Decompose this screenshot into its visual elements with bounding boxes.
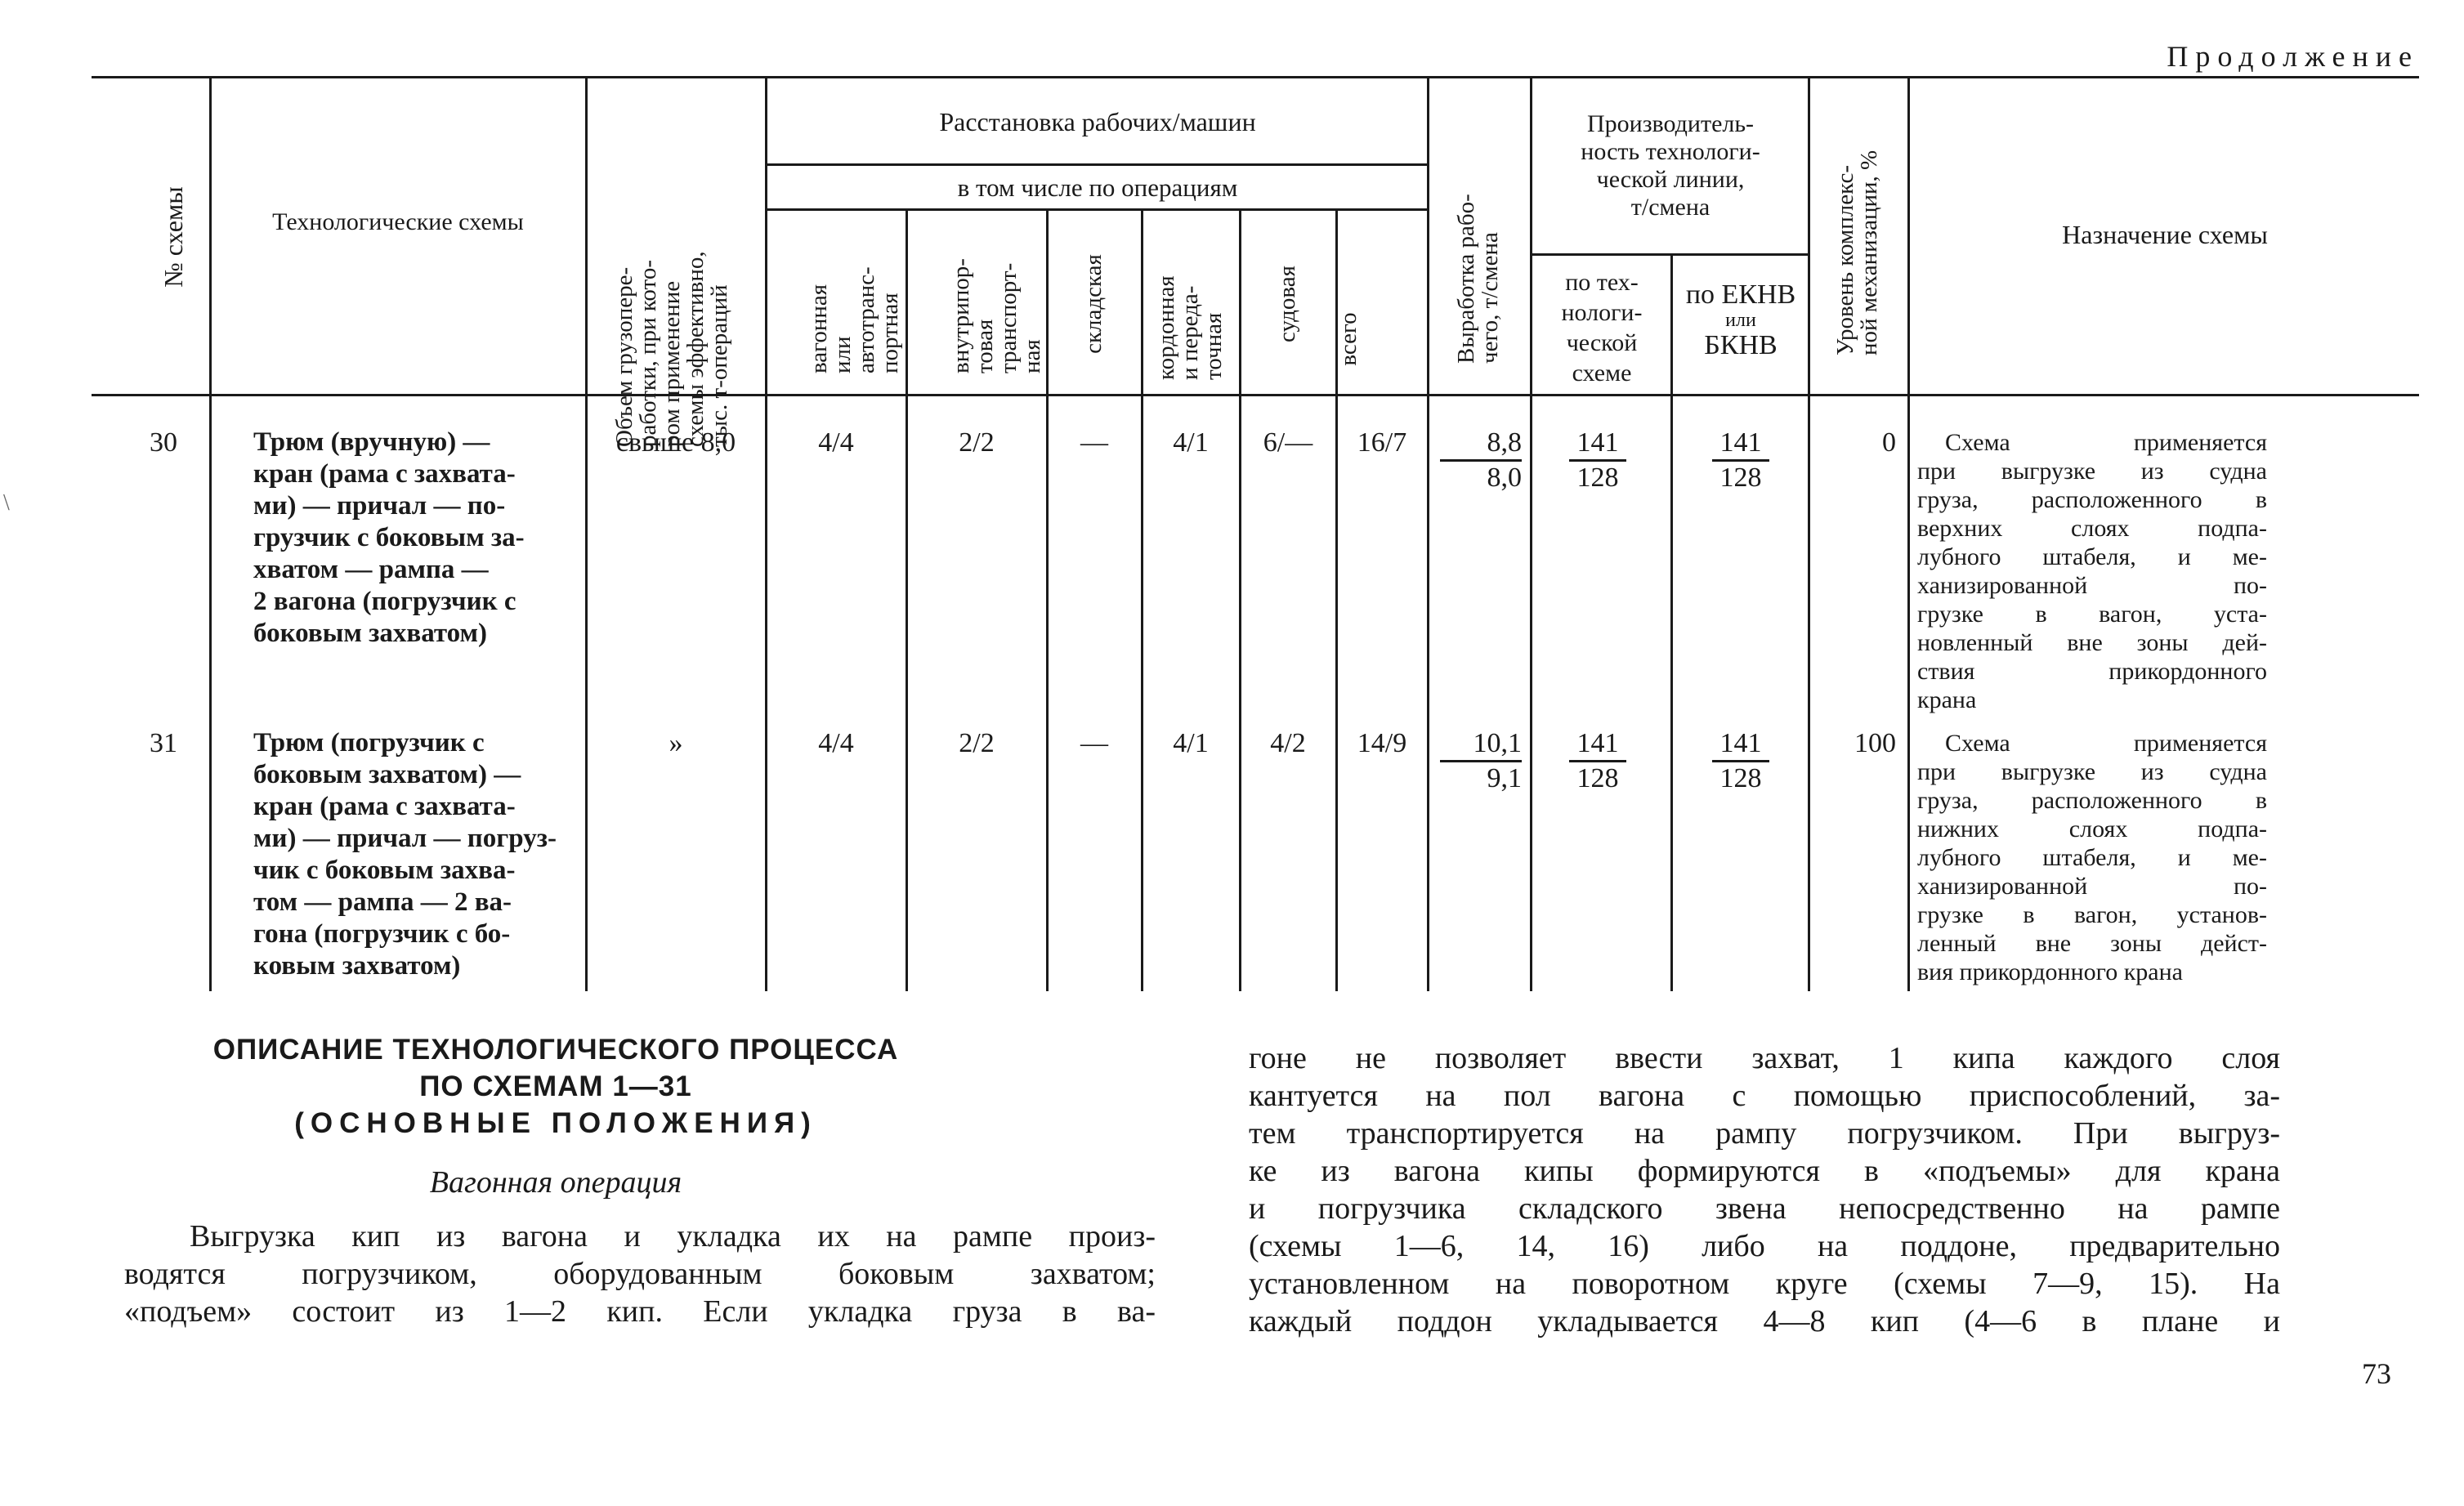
row-mechanization: 0 bbox=[1882, 427, 1896, 458]
margin-mark: \ bbox=[3, 490, 10, 516]
row-op-internal: 2/2 bbox=[959, 427, 995, 458]
row-prod-eknv: $\frac{141}{128}$ bbox=[1712, 727, 1769, 795]
row-op-internal: 2/2 bbox=[959, 728, 995, 758]
row-op-cordon: 4/1 bbox=[1173, 427, 1209, 458]
table-top-rule bbox=[92, 76, 2419, 78]
header-bottom-rule bbox=[92, 394, 2419, 396]
page-number: 73 bbox=[2362, 1357, 2391, 1390]
continuation-label: Продолжение bbox=[2167, 40, 2419, 73]
row-op-ship: 6/— bbox=[1263, 427, 1313, 458]
col-rule bbox=[1907, 76, 1910, 991]
row-op-warehouse: — bbox=[1080, 728, 1108, 758]
col-header-placement: Расстановка рабочих/машин bbox=[939, 107, 1256, 136]
col-header-op-cordon: кордонная и переда- точная bbox=[1152, 275, 1227, 380]
col-header-volume: Объем грузопере- работки, при кото- ром применение схемы эффективно, тыс. т-операций bbox=[610, 251, 732, 447]
row-total: 16/7 bbox=[1357, 427, 1407, 458]
col-header-mechanization: Уровень комплекс- ной механизации, % bbox=[1832, 150, 1882, 355]
col-rule bbox=[765, 76, 767, 991]
row-output: $\frac{10,1}{9,1}$ bbox=[1440, 727, 1522, 795]
row-scheme: Трюм (погрузчик с боковым захватом) — кран (рама с захвата- ми) — причал — погруз- чик с боковым захва- том — рампа — 2 ва- гона (погрузчик с бо- ковым захватом) bbox=[253, 728, 557, 981]
row-total: 14/9 bbox=[1357, 728, 1407, 758]
row-volume: свыше 8,0 bbox=[615, 427, 736, 458]
row-num: 30 bbox=[150, 427, 177, 458]
row-scheme: Трюм (вручную) — кран (рама с захвата- ми) — причал — по- грузчик с боковым за- хватом — рампа — 2 вагона (погрузчик с боковым захватом) bbox=[253, 427, 525, 648]
row-op-ship: 4/2 bbox=[1270, 728, 1306, 758]
col-rule bbox=[1427, 76, 1429, 991]
col-rule bbox=[585, 76, 588, 991]
col-rule bbox=[1141, 208, 1143, 991]
col-rule bbox=[209, 76, 212, 991]
col-header-by-scheme: по тех- нологи- ческой схеме bbox=[1561, 269, 1643, 387]
col-header-purpose: Назначение схемы bbox=[2062, 220, 2268, 249]
col-header-including: в том числе по операциям bbox=[957, 173, 1238, 202]
col-header-by-eknv: по ЕКНВ или БКНВ bbox=[1685, 279, 1796, 360]
col-header-op-internal: внутрипор- товая транспорт- ная bbox=[948, 258, 1045, 373]
col-rule bbox=[1670, 253, 1673, 991]
section-heading: ОПИСАНИЕ ТЕХНОЛОГИЧЕСКОГО ПРОЦЕССА ПО СХЕМАМ 1—31 (ОСНОВНЫЕ ПОЛОЖЕНИЯ) bbox=[212, 1034, 899, 1139]
right-paragraph: гоне не позволяет ввести захват, 1 кипа каждого слоя кантуется на пол вагона с помощью приспособлений, за- тем транспортируется на рампу погрузчиком. При выгруз- ке из вагона кипы формируются в «подъемы» для крана и погрузчика складского звена непосредственно на рампе (схемы 1—6, 14, 16) либо на поддоне, предварительно установленном на поворотном круге (схемы 7—9, 15). На каждый поддон укладывается 4—8 кип (4—6 в плане и bbox=[1249, 1041, 2280, 1338]
row-purpose: Схема применяется при выгрузке из судна груза, расположенного в нижних слоях подпа- лубного штабеля, и ме- ханизированной по- грузке в вагон, установ- ленный вне зоны дейст- вия прикордонного крана bbox=[1917, 730, 2267, 985]
col-header-schemes: Технологические схемы bbox=[272, 208, 524, 235]
col-header-total: всего bbox=[1335, 312, 1362, 366]
row-prod-scheme: $\frac{141}{128}$ bbox=[1569, 727, 1626, 795]
col-rule bbox=[1239, 208, 1241, 991]
placement-rule bbox=[765, 163, 1427, 166]
col-rule bbox=[1530, 76, 1532, 991]
col-header-num: № схемы bbox=[158, 186, 188, 288]
row-op-wagon: 4/4 bbox=[818, 728, 854, 758]
row-volume: » bbox=[669, 728, 683, 758]
row-output: $\frac{8,8}{8,0}$ bbox=[1440, 427, 1522, 494]
row-purpose: Схема применяется при выгрузке из судна груза, расположенного в верхних слоях подпа- лубного штабеля, и ме- ханизированной по- грузке в вагон, уста- новленный вне зоны дей- ствия прикордонного крана bbox=[1917, 429, 2267, 713]
row-op-wagon: 4/4 bbox=[818, 427, 854, 458]
row-prod-eknv: $\frac{141}{128}$ bbox=[1712, 427, 1769, 494]
col-header-productivity: Производитель- ность технологи- ческой линии, т/смена bbox=[1581, 110, 1760, 221]
col-header-op-warehouse: складская bbox=[1080, 254, 1107, 354]
row-mechanization: 100 bbox=[1854, 728, 1896, 758]
col-header-output: Выработка рабо- чего, т/смена bbox=[1453, 194, 1503, 364]
productivity-rule bbox=[1530, 253, 1808, 256]
left-paragraph: Выгрузка кип из вагона и укладка их на рампе произ- водятся погрузчиком, оборудованным боковым захватом; «подъем» состоит из 1—2 кип. Если укладка груза в ва- bbox=[124, 1219, 1156, 1329]
section-subheading: Вагонная операция bbox=[429, 1165, 682, 1200]
row-op-cordon: 4/1 bbox=[1173, 728, 1209, 758]
col-header-op-ship: судовая bbox=[1273, 266, 1300, 342]
row-op-warehouse: — bbox=[1080, 427, 1108, 458]
row-num: 31 bbox=[150, 728, 177, 758]
col-rule bbox=[1808, 76, 1810, 991]
row-prod-scheme: $\frac{141}{128}$ bbox=[1569, 427, 1626, 494]
col-header-op-wagon: вагонная или автотранс- портная bbox=[806, 266, 903, 373]
